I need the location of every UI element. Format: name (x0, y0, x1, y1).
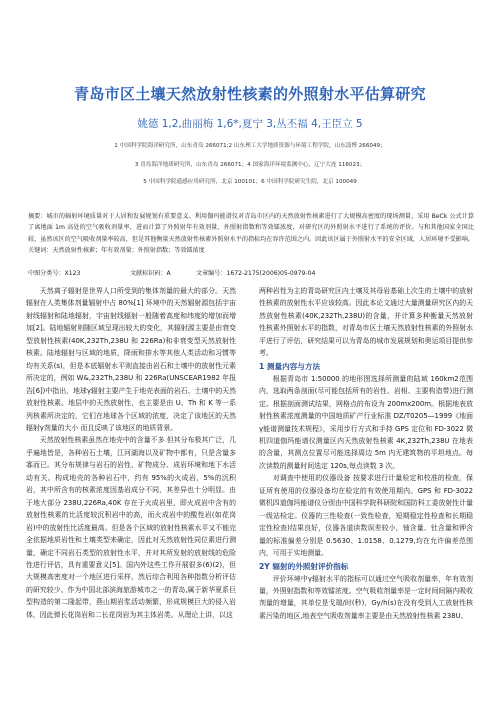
affiliation-line: 1 中国科学院海洋研究所，山东青岛 266071;2 山东理工大学地质资源与环境工程学院，山东淄博 266049； (114, 143, 386, 149)
body-paragraph: 两种岩性为主的青岛研究区内土壤及其母岩基础上次生的土壤中的放射性核素的放射性水平应该较高。因此本论文通过大量测量研究区内的天然放射性核素(40K,232Th,238U)的含量，并计算多种衡量天然放射性核素外照射水平的指数，对青岛市区土壤天然放射性核素的外照射水平进行了评估，研究结果可以为青岛的城市发展规划和奥运项目提供参考。 (259, 287, 473, 358)
body-paragraph: 评价环境中γ辐射水平的指标可以通过空气吸收剂量率，年有效剂量，外照射指数和等效镭浓度。空气吸收剂量率是一定时间间隔内吸收剂量的增量，其单位是戈瑞/时(秒)，Gy/h(s)在没有受到人工放射性核素污染的地区,地表空气吸收剂量率主要是由天然放射性核素 238U、 (259, 574, 473, 620)
article-number: 文章编号：1672-2175(2006)05-0979-04 (196, 270, 316, 277)
body-paragraph: 对调查中使用的仪器设备 按要求进行计量检定和校准的检查，保证所有使用的仪器设备均在检定的有效使用期内。GPS 和 FD-3022 微机四道伽玛能谱仪分别由中国科学院科研院和国防科工委放射性计量一级站检定。仪器的三性检查(一致性检查，短期稳定性检查和长期稳定性检查)结果良好，仪器各道读数误差较小，铀含量、钍含量和钾含量的标准偏差分别是 0.5630、1.0158、0.1279,均在允许偏差范围内，可用于实地测量。 (259, 474, 473, 558)
body-paragraph: 天然离子辐射是世界人口所受到的集体剂量的最大的部分。天然辐射在人类集体剂量辐射中占 80%[1] 环境中的天然辐射源包括宇宙射线辐射和陆地辐射，宇宙射线辐射一般随着高度和纬度的增加而增加[2]。陆地辐射则随区域呈现出较大的变化，其辐射源主要是由衰变型放射性核素(40K,232Th,238U 和 226Ra)和非衰变型天然放射性核素。陆地辐射与区域的地质，降雨和排水等其他人类活动和习惯等均有关系(s)，但是本底辐射水平则直接由岩石和土壤中的放射性元素所决定的，例如 W&,232Th,238U 和 226Ra(UNSCEAR1982 年报告[6])中指出，地球γ辐射主要产生于地壳表面的岩石、土壤中的天然放射性核素。地层中的天然放射性，也主要是由 U、Th 和 K 等一系列核素所决定的，它们在地球各个区域的浓度，决定了该地区的天然辐射γ剂量的大小 而且反映了该地区的地质背景。 (26, 287, 236, 432)
affiliation-line: 5 中国科学院遥感应用研究所，北京 100101；6 中国科学院研究生院，北京 100049 (143, 179, 357, 185)
body-paragraph: 天然放射性核素虽然在地壳中的含量不多 但其分布极其广泛，几乎遍地皆是，各种岩石土壤，江河湖海以及矿物中都有，只是含量多寡而已。其分布规律与岩石的岩性、矿物成分、成岩环境和地下水活动有关。构成地壳的各种岩石中，约有 95%的火成岩，5%的沉积岩，其中所含有的核素浓度因基岩成分不同，其差异也十分明显。由于地大部分 238U,226Ra,40K 存在于火成岩里，即火成岩中含有的放射性核素的比活度较沉积岩中的高，而火成岩中的酸性岩(如花岗岩)中的放射性比活度最高。但是各个区域的放射性核素水平又不能完全依据地质岩性和土壤类型来确定，因此对天然放射性同位素进行测量，确定不同岩石类型的放射性水平，并对其所发射的放射线的危险性进行评估，具有重要意义[5]。国内外这些工作开展很多(6)(2)，但大规模高密度对一个地区进行采样，然后综合利用各种指数分析评估的研究较少。作为中国北部滨海旅游城市之一的青岛,属于新华夏系巨型构造的第二隆起带，燕山期岩浆活动频繁，形成规模巨大的侵入岩体，因此弹长花岗岩和二长花岗岩为其主体岩类。从理论上讲，以这 (26, 436, 236, 619)
affiliation-line: 3 青岛海洋地质研究所，山东青岛 266071；4 国家海洋环境监测中心，辽宁大连 116023； (134, 162, 366, 168)
section-heading: 1 测量内容与方法 (259, 361, 321, 371)
body-left-column (26, 285, 236, 701)
abstract: 摘要：城市的辐射环境质量对于人居和发展规划有重要意义。利用伽玛能谱仪对青岛市区内的天然放射性核素进行了大规模高密度的现场测量，采用 BeCk 公式计算了离地面 1m 高处的空气吸收剂量率，进而计算了外照射年有效剂量、外照射指数和等效镭浓度，对研究区的外照射水平进行了系统的评价。与和其他国家全国比较，虽然该区的空气吸收剂量率较高，但是其他衡量天然放射性核素外照射水平的指标均在容许范围之内。因此该区属于外照射水平的安全区域，人居环境不受影响。关键词：天然放射性核素；年有效剂量；外照射指数；等效镭浓度 (28, 213, 474, 254)
body-paragraph: 根据青岛市 1:50000 的地形图选择所测量的陆域 160km2范围内，选取两条剖面(尽可能包括所有的岩性、岩相、主要构造带)进行测定。根据剖面测试结果，网格点的布设为 200mx200m。根据地表放射性核素浓度测量的中国地质矿产行业标准 DZ/T0205—1999《地面γ能谱测量技术规程》，采用步行方式和手持 GPS 定位和 FD-3022 微机四道伽玛能谱仪测量区内天然放射性核素 4K,232Th,238U 在地表的含量，其测点位置尽可能选择周边 5m 内无建筑物的平坦地点。每次读数的测量时间选定 120s,每点读数 3 次。 (259, 374, 473, 470)
document-code: 文献标识码：A (130, 270, 171, 277)
paper-title: 青岛市区土壤天然放射性核素的外照射水平估算研究 (74, 85, 426, 103)
section-heading: 2Y 辐射的外照射评价指标 (259, 561, 349, 571)
author-list: 姚德 1,2,曲丽梅 1,6*,夏宁 3,丛丕福 4,王臣立 5 (137, 118, 363, 130)
classification-row (28, 268, 474, 280)
clc-number: 中图分类号：X123 (28, 270, 81, 277)
body-right-column (259, 285, 473, 701)
